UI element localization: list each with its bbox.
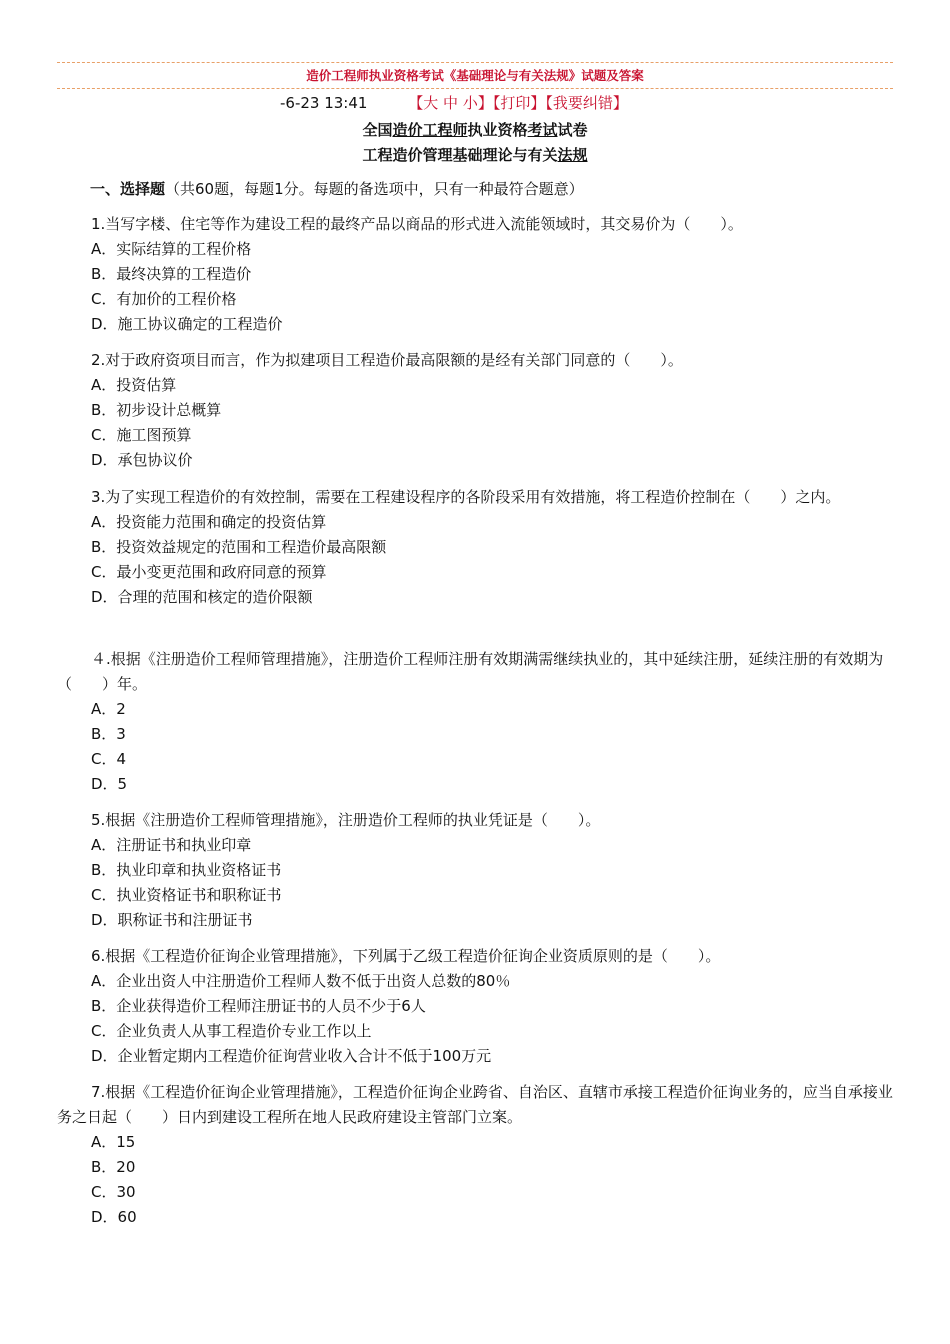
option-d: D．5 — [91, 775, 128, 793]
question-stem: ４.根据《注册造价工程师管理措施》，注册造价工程师注册有效期满需继续执业的，其中延续注册，延续注册的有效期为（ ）年。 — [57, 650, 884, 693]
option-b: B．最终决算的工程造价 — [91, 265, 252, 283]
option-b: B．3 — [91, 725, 126, 743]
option-a: A．企业出资人中注册造价工程师人数不低于出资人总数的80％ — [91, 972, 511, 990]
option-b: B．投资效益规定的范围和工程造价最高限额 — [91, 538, 387, 556]
option-c: C．企业负责人从事工程造价专业工作以上 — [91, 1022, 372, 1040]
font-medium-link[interactable]: 中 — [443, 94, 459, 112]
option-c: C．执业资格证书和职称证书 — [91, 886, 282, 904]
article-title: 造价工程师执业资格考试《基础理论与有关法规》试题及答案 — [306, 68, 644, 83]
option-a: A．15 — [91, 1133, 136, 1151]
option-c: C．最小变更范围和政府同意的预算 — [91, 563, 327, 581]
option-a: A．注册证书和执业印章 — [91, 836, 252, 854]
option-d: D．60 — [91, 1208, 137, 1226]
option-a: A．投资估算 — [91, 376, 177, 394]
option-d: D．施工协议确定的工程造价 — [91, 315, 283, 333]
question-3 — [57, 485, 893, 610]
question-1 — [57, 212, 893, 337]
question-7 — [57, 1080, 893, 1230]
option-a: A．实际结算的工程价格 — [91, 240, 252, 258]
option-a: A．投资能力范围和确定的投资估算 — [91, 513, 327, 531]
publish-date: -6-23 13:41 — [280, 94, 368, 112]
section-heading: 一、选择题（共60题，每题1分。每题的备选项中，只有一种最符合题意） — [90, 180, 584, 198]
option-d: D．合理的范围和核定的造价限额 — [91, 588, 313, 606]
top-dashed-rule — [57, 62, 893, 63]
question-stem: 1.当写字楼、住宅等作为建设工程的最终产品以商品的形式进入流能领域时，其交易价为（ ）。 — [91, 215, 743, 233]
article-meta — [280, 92, 628, 113]
font-size-controls: 【大 中 小】 — [408, 94, 493, 112]
exam-title: 全国造价工程师执业资格考试试卷 — [362, 121, 588, 139]
option-c: C．4 — [91, 750, 127, 768]
bottom-dashed-rule — [57, 88, 893, 89]
print-link[interactable]: 【打印】 — [492, 94, 546, 112]
option-c: C．有加价的工程价格 — [91, 290, 237, 308]
option-d: D．承包协议价 — [91, 451, 193, 469]
option-c: C．施工图预算 — [91, 426, 192, 444]
option-b: B．企业获得造价工程师注册证书的人员不少于6人 — [91, 997, 426, 1015]
option-d: D．企业暂定期内工程造价征询营业收入合计不低于100万元 — [91, 1047, 492, 1065]
question-2 — [57, 348, 893, 473]
question-stem: 5.根据《注册造价工程师管理措施》，注册造价工程师的执业凭证是（ ）。 — [91, 811, 601, 829]
option-a: A．2 — [91, 700, 126, 718]
question-stem: 3.为了实现工程造价的有效控制，需要在工程建设程序的各阶段采用有效措施，将工程造价控制在（ ）之内。 — [91, 488, 841, 506]
question-5 — [57, 808, 893, 933]
option-b: B．20 — [91, 1158, 136, 1176]
option-d: D．职称证书和注册证书 — [91, 911, 253, 929]
option-b: B．执业印章和执业资格证书 — [91, 861, 282, 879]
question-6 — [57, 944, 893, 1069]
report-error-link[interactable]: 【我要纠错】 — [545, 94, 628, 112]
option-b: B．初步设计总概算 — [91, 401, 222, 419]
font-small-link[interactable]: 小 — [462, 94, 478, 112]
question-4 — [57, 647, 893, 797]
question-stem: 6.根据《工程造价征询企业管理措施》，下列属于乙级工程造价征询企业资质原则的是（ ）。 — [91, 947, 721, 965]
option-c: C．30 — [91, 1183, 136, 1201]
exam-subtitle: 工程造价管理基础理论与有关法规 — [362, 146, 588, 164]
font-large-link[interactable]: 大 — [423, 94, 439, 112]
question-stem: 7.根据《工程造价征询企业管理措施》，工程造价征询企业跨省、自治区、直辖市承接工程造价征询业务的，应当自承接业务之日起（ ）日内到建设工程所在地人民政府建设主管部门立案。 — [57, 1083, 893, 1126]
question-stem: 2.对于政府资项目而言，作为拟建项目工程造价最高限额的是经有关部门同意的（ ）。 — [91, 351, 683, 369]
